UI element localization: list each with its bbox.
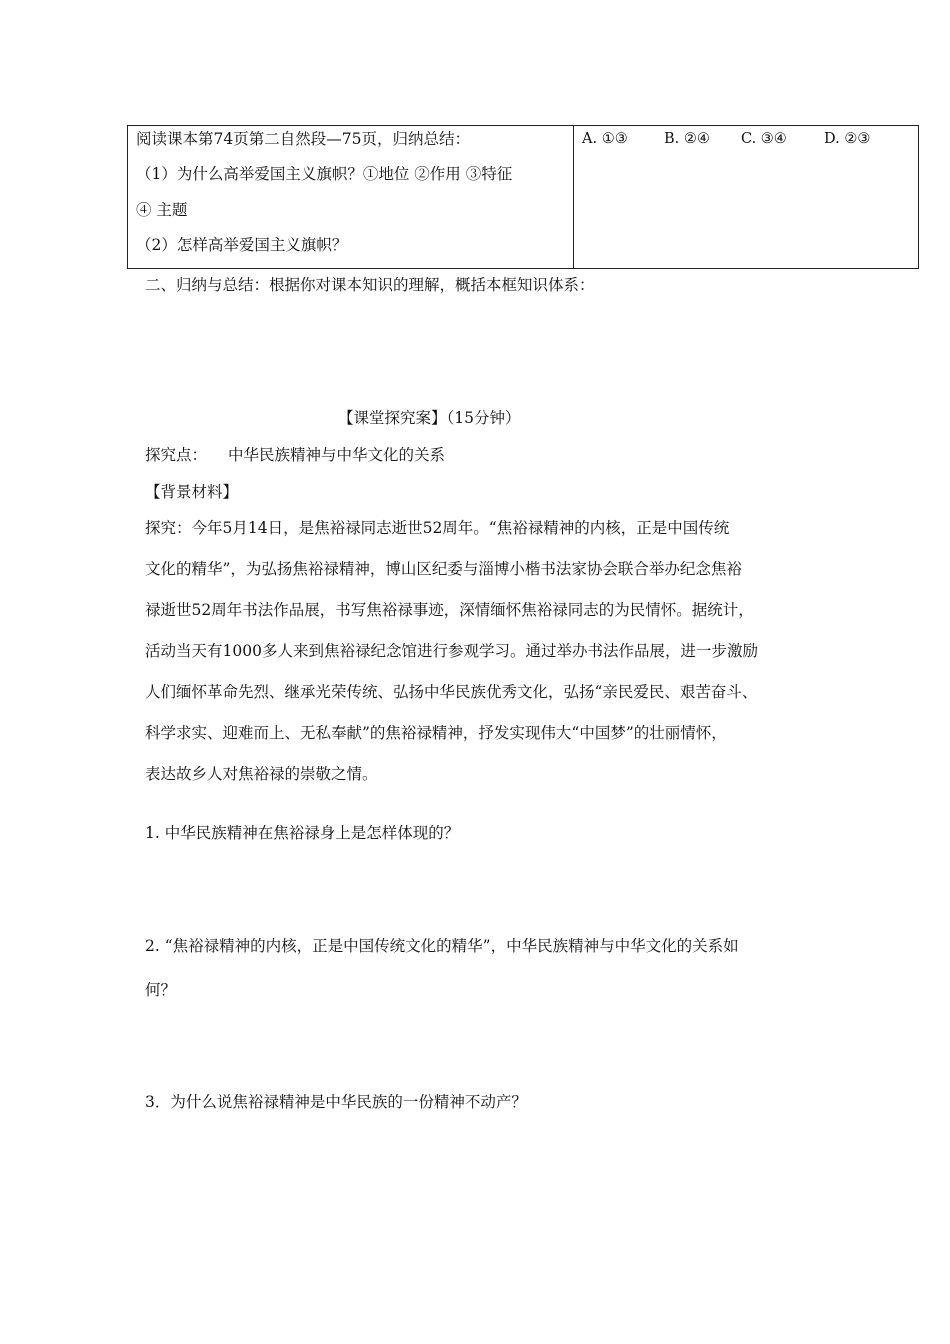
background-heading: 【背景材料】 — [145, 483, 239, 501]
question-2: 2. “焦裕禄精神的内核，正是中国传统文化的精华”，中华民族精神与中华文化的关系如 — [145, 937, 739, 955]
question-1: 1. 中华民族精神在焦裕禄身上是怎样体现的？ — [145, 824, 460, 842]
section-title: 【课堂探究案】（15分钟） — [338, 409, 521, 427]
question-why-line-cont: ④ 主题 — [136, 201, 188, 219]
explore-point-label: 探究点： — [145, 446, 208, 464]
option-a: A. ①③ — [582, 131, 628, 147]
material-line: 科学求实、迎难而上、无私奉献”的焦裕禄精神，抒发实现伟大“中国梦”的壮丽情怀， — [145, 724, 727, 742]
question-2-cont: 何？ — [145, 981, 177, 999]
question-how-line: （2）怎样高举爱国主义旗帜？ — [136, 236, 348, 254]
material-line: 表达故乡人对焦裕禄的崇敬之情。 — [145, 765, 378, 783]
explore-point-text: 中华民族精神与中华文化的关系 — [228, 446, 446, 464]
reading-instruction-line: 阅读课本第74页第二自然段—75页，归纳总结： — [136, 130, 470, 148]
question-3: 3．为什么说焦裕禄精神是中华民族的一份精神不动产？ — [145, 1093, 527, 1111]
reading-instructions-cell — [128, 126, 574, 268]
answer-options-cell — [574, 126, 918, 268]
question-why-line: （1）为什么高举爱国主义旗帜？①地位 ②作用 ③特征 — [136, 165, 513, 183]
material-line: 禄逝世52周年书法作品展，书写焦裕禄事迹，深情缅怀焦裕禄同志的为民情怀。据统计， — [145, 601, 754, 619]
option-d: D. ②③ — [824, 131, 871, 147]
material-line: 人们缅怀革命先烈、继承光荣传统、弘扬中华民族优秀文化，弘扬“亲民爱民、艰苦奋斗、 — [145, 683, 758, 701]
material-line: 探究：今年5月14日，是焦裕禄同志逝世52周年。“焦裕禄精神的内核，正是中国传统 — [145, 519, 730, 537]
option-c: C. ③④ — [741, 131, 787, 147]
reading-table — [127, 125, 919, 269]
summary-instruction: 二、归纳与总结：根据你对课本知识的理解，概括本框知识体系： — [145, 276, 595, 294]
material-line: 文化的精华”，为弘扬焦裕禄精神，博山区纪委与淄博小楷书法家协会联合举办纪念焦裕 — [145, 560, 742, 578]
material-line: 活动当天有1000多人来到焦裕禄纪念馆进行参观学习。通过举办书法作品展，进一步激励 — [145, 642, 758, 660]
option-b: B. ②④ — [664, 131, 710, 147]
